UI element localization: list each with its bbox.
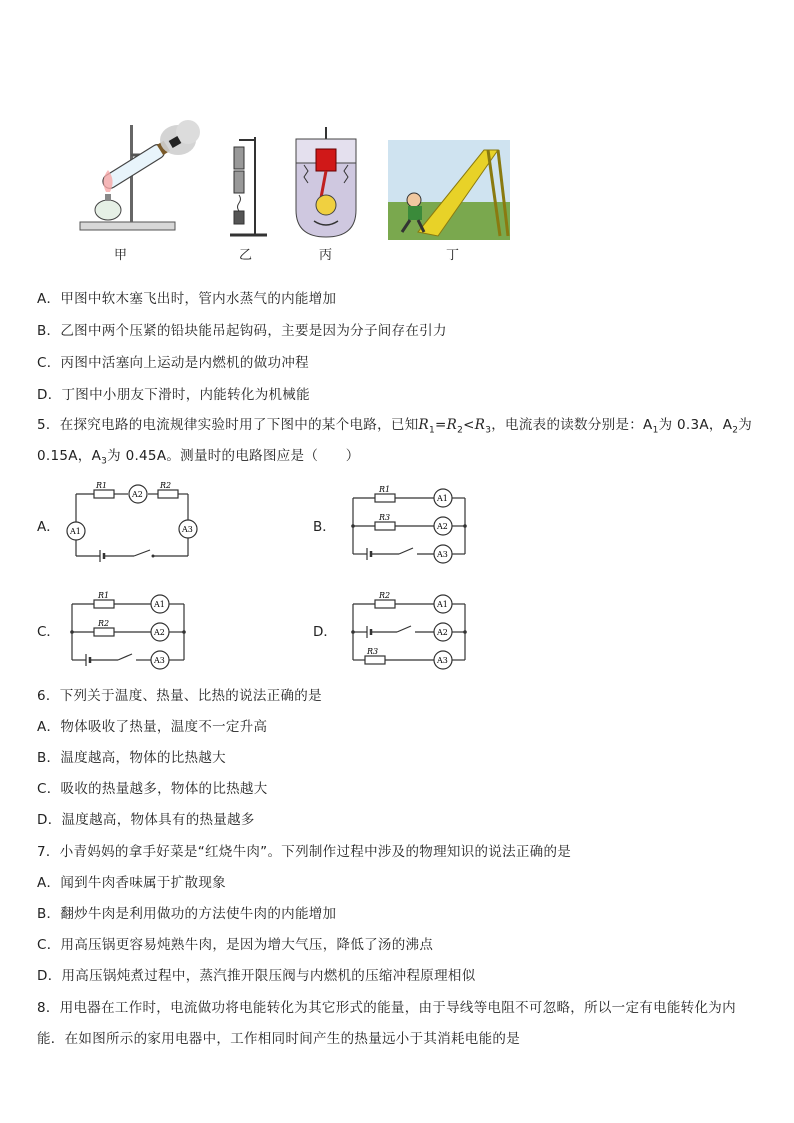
circuit-option-c-label: C． (37, 624, 60, 640)
q6-stem: 6．下列关于温度、热量、比热的说法正确的是 (37, 688, 322, 704)
q4-option-b: B．乙图中两个压紧的铅块能吊起钩码，主要是因为分子间存在引力 (37, 323, 447, 339)
r2-var: R (446, 417, 458, 433)
circuit-a-a2-label: A2 (132, 490, 143, 499)
circuit-c-a1-label: A1 (154, 600, 165, 609)
r3-var: R (474, 417, 486, 433)
circuit-c-a2-label: A2 (154, 628, 165, 637)
circuit-a (62, 482, 202, 564)
figure-ding (388, 140, 510, 240)
circuit-c-a3-label: A3 (154, 656, 165, 665)
q7-stem: 7．小青妈妈的拿手好菜是“红烧牛肉”。下列制作过程中涉及的物理知识的说法正确的是 (37, 844, 572, 860)
circuit-c-r1-label: R1 (98, 591, 110, 600)
q5-stem-mid: ，电流表的读数分别是：A (491, 417, 653, 433)
circuit-d-r3-label: R3 (367, 647, 379, 656)
q7-option-b: B．翻炒牛肉是利用做功的方法使牛肉的内能增加 (37, 906, 337, 922)
q6-option-c: C．吸收的热量越多，物体的比热越大 (37, 781, 268, 797)
q6-option-b: B．温度越高，物体的比热越大 (37, 750, 226, 766)
figure-label-ding: 丁 (446, 248, 460, 263)
figure-jia (70, 110, 200, 240)
circuit-b-r1-label: R1 (379, 485, 391, 494)
circuit-a-r2-label: R2 (160, 482, 172, 490)
circuit-d (343, 590, 473, 672)
q5-stem-line1 (37, 416, 752, 434)
circuit-a-a1-label: A1 (70, 527, 81, 536)
circuit-b-r3-label: R3 (379, 513, 391, 522)
q8-stem-line2: 能．在如图所示的家用电器中，工作相同时间产生的热量远小于其消耗电能的是 (37, 1031, 520, 1047)
circuit-option-d-label: D． (313, 624, 337, 640)
q8-stem-line1: 8．用电器在工作时，电流做功将电能转化为其它形式的能量，由于导线等电阻不可忽略，所以一定有电能转化为内 (37, 1000, 736, 1016)
q4-option-d: D．丁图中小朋友下滑时，内能转化为机械能 (37, 387, 310, 403)
q4-option-c: C．丙图中活塞向上运动是内燃机的做功冲程 (37, 355, 309, 371)
figure-label-jia: 甲 (114, 248, 128, 263)
circuit-option-a-label: A． (37, 519, 60, 535)
figure-yi (225, 135, 270, 240)
lt-sign: < (463, 417, 475, 433)
circuit-c (62, 590, 192, 672)
circuit-d-r2-label: R2 (379, 591, 391, 600)
circuit-d-a2-label: A2 (437, 628, 448, 637)
circuit-c-r2-label: R2 (98, 619, 110, 628)
circuit-option-b-label: B． (313, 519, 336, 535)
r1-sub: 1 (428, 425, 435, 436)
circuit-b-a1-label: A1 (437, 494, 448, 503)
a3-sub: 3 (101, 456, 108, 467)
eq-sign: = (435, 417, 447, 433)
r1-var: R (418, 417, 429, 433)
q7-option-d: D．用高压锅炖煮过程中，蒸汽推开限压阀与内燃机的压缩冲程原理相似 (37, 968, 476, 984)
circuit-b (343, 484, 473, 566)
a2-sub: 2 (732, 425, 739, 436)
a1-sub: 1 (652, 425, 659, 436)
q7-option-a: A．闻到牛肉香味属于扩散现象 (37, 875, 226, 891)
circuit-d-a3-label: A3 (437, 656, 448, 665)
q5-line2-text: 为 0.45A。测量时的电路图应是（ ） (107, 448, 360, 464)
q5-stem-line2 (37, 447, 360, 465)
q7-option-c: C．用高压锅更容易炖熟牛肉，是因为增大气压，降低了汤的沸点 (37, 937, 434, 953)
circuit-b-a3-label: A3 (437, 550, 448, 559)
a2-text: 为 (738, 417, 753, 433)
circuit-a-r1-label: R1 (96, 482, 108, 490)
a1-text: 为 0.3A，A (658, 417, 733, 433)
q4-option-a: A．甲图中软木塞飞出时，管内水蒸气的内能增加 (37, 291, 337, 307)
circuit-d-a1-label: A1 (437, 600, 448, 609)
q6-option-d: D．温度越高，物体具有的热量越多 (37, 812, 255, 828)
q5-stem-prefix: 5．在探究电路的电流规律实验时用了下图中的某个电路，已知 (37, 417, 419, 433)
figure-bing (290, 125, 362, 243)
figure-label-bing: 丙 (319, 248, 333, 263)
r3-sub: 3 (485, 425, 492, 436)
r2-sub: 2 (457, 425, 464, 436)
q6-option-a: A．物体吸收了热量，温度不一定升高 (37, 719, 268, 735)
figure-label-yi: 乙 (239, 248, 253, 263)
circuit-a-a3-label: A3 (182, 525, 193, 534)
q5-line2-prefix: 0.15A，A (37, 448, 102, 464)
circuit-b-a2-label: A2 (437, 522, 448, 531)
